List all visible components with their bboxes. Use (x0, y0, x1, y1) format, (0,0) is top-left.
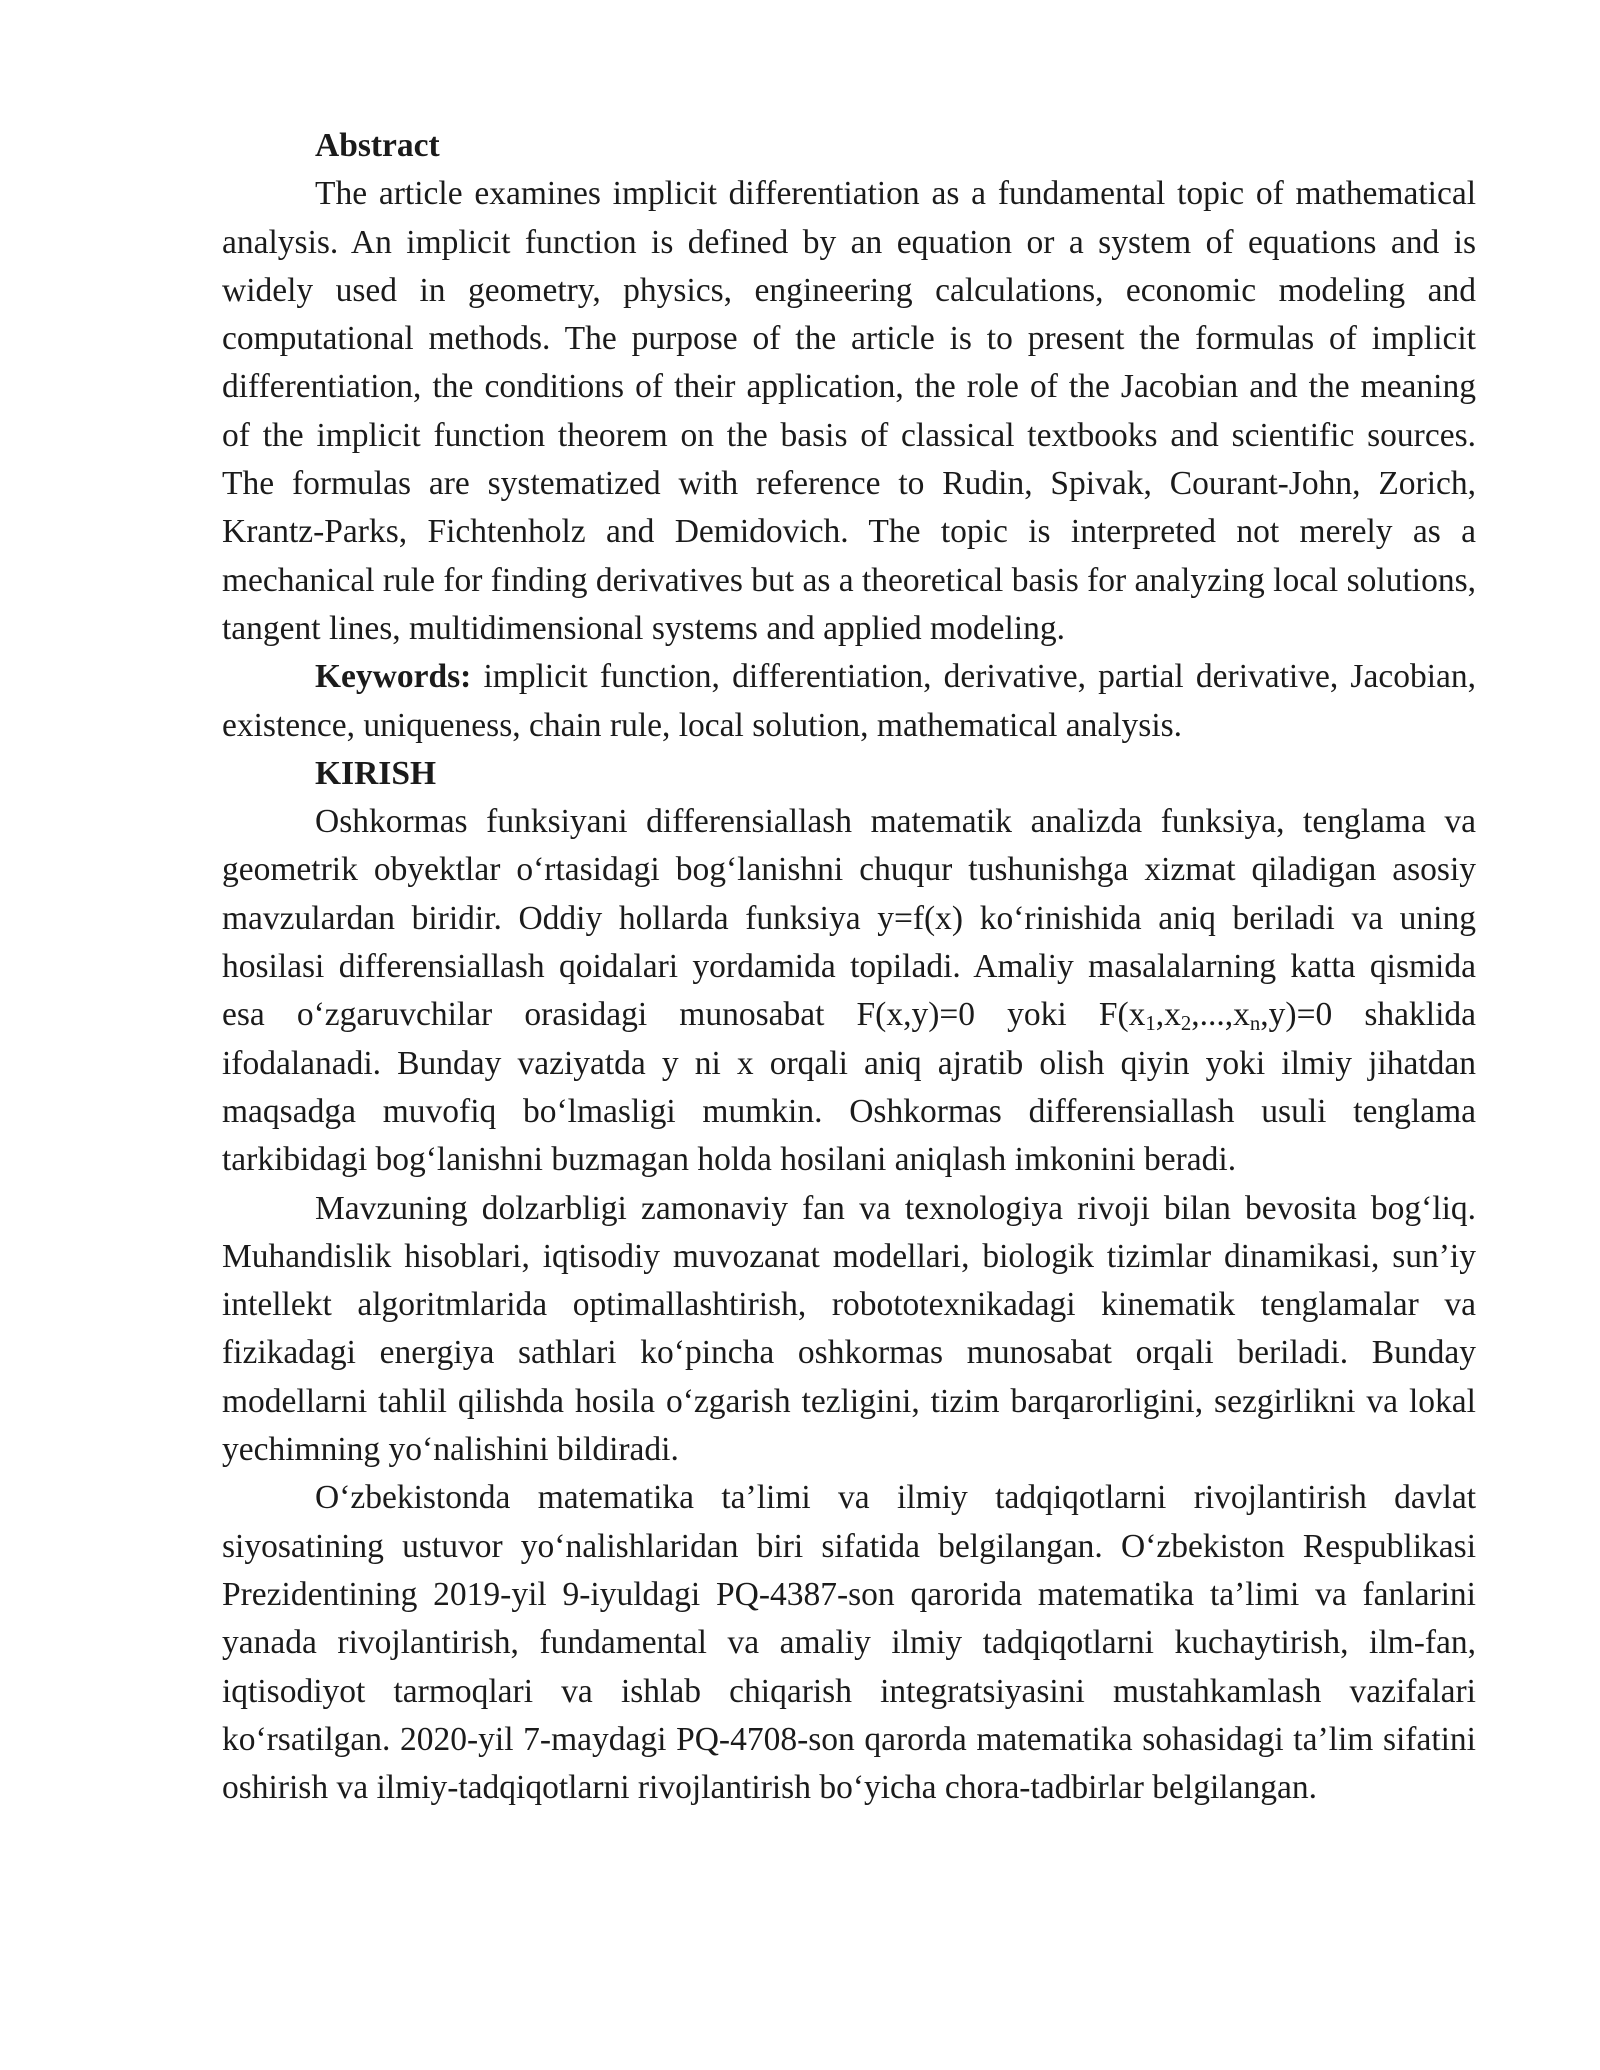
subscript-1: 1 (1145, 1012, 1156, 1036)
keywords-paragraph (222, 653, 1476, 750)
intro-heading: KIRISH (315, 754, 437, 792)
abstract-heading: Abstract (315, 127, 440, 164)
intro-paragraph-1 (222, 798, 1476, 1184)
keywords-label: Keywords: (315, 658, 472, 696)
subscript-n: n (1249, 1012, 1261, 1036)
subscript-2: 2 (1180, 1012, 1192, 1036)
intro-paragraph-3: Oʻzbekistonda matematika ta’limi va ilmiy tadqiqotlarni rivojlantirish davlat siyosatining ustuvor yoʻnalishlaridan biri sifatida belgilangan. Oʻzbekiston Respublikasi Prezidentining 2019-yil 9-iyuldagi PQ-4387-son qarorida matematika ta’limi va fanlarini yanada rivojlantirish, fundamental va amaliy ilmiy tadqiqotlarni kuchaytirish, ilm-fan, iqtisodiyot tarmoqlari va ishlab chiqarish integratsiyasini mustahkamlash vazifalari koʻrsatilgan. 2020-yil 7-maydagi PQ-4708-son qarorda matematika sohasidagi ta’lim sifatini oshirish va ilmiy-tadqiqotlarni rivojlantirish boʻyicha chora-tadbirlar belgilangan. (222, 1479, 1476, 1807)
intro-p1-sep-2: ,...,x (1191, 996, 1250, 1034)
intro-paragraph-2: Mavzuning dolzarbligi zamonaviy fan va texnologiya rivoji bilan bevosita bogʻliq. Muhandislik hisoblari, iqtisodiy muvozanat modellari, biologik tizimlar dinamikasi, sun’iy intellekt algoritmlarida optimallashtirish, robototexnikadagi kinematik tenglamalar va fizikadagi energiya sathlari koʻpincha oshkormas munosabat orqali beriladi. Bunday modellarni tahlil qilishda hosila oʻzgarish tezligini, tizim barqarorligini, sezgirlikni va lokal yechimning yoʻnalishini bildiradi. (222, 1189, 1476, 1469)
abstract-paragraph: The article examines implicit differentiation as a fundamental topic of mathematical analysis. An implicit function is defined by an equation or a system of equations and is widely used in geometry, physics, engineering calculations, economic modeling and computational methods. The purpose of the article is to present the formulas of implicit differentiation, the conditions of their application, the role of the Jacobian and the meaning of the implicit function theorem on the basis of classical textbooks and scientific sources. The formulas are systematized with reference to Rudin, Spivak, Courant-John, Zorich, Krantz-Parks, Fichtenholz and Demidovich. The topic is interpreted not merely as a mechanical rule for finding derivatives but as a theoretical basis for analyzing local solutions, tangent lines, multidimensional systems and applied modeling. (222, 175, 1476, 647)
intro-p1-sep-1: ,x (1155, 996, 1181, 1034)
intro-p1-text-a: Oshkormas funksiyani differensiallash matematik analizda funksiya, tenglama va geometrik obyektlar oʻrtasidagi bogʻlanishni chuqur tushunishga xizmat qiladigan asosiy mavzulardan biridir. Oddiy hollarda funksiya y=f(x) koʻrinishida aniq beriladi va uning hosilasi differensiallash qoidalari yordamida topiladi. Amaliy masalalarning katta qismida esa oʻzgaruvchilar orasidagi munosabat F(x,y)=0 yoki F(x (222, 803, 1476, 1034)
keywords-list: implicit function, differentiation, derivative, partial derivative, Jacobian, existence, uniqueness, chain rule, local solution, mathematical analysis. (222, 658, 1476, 744)
document-page (222, 122, 1476, 1812)
intro-p1-text-b: ,y)=0 shaklida ifodalanadi. Bunday vaziyatda y ni x orqali aniq ajratib olish qiyin yoki ilmiy jihatdan maqsadga muvofiq boʻlmasligi mumkin. Oshkormas differensiallash usuli tenglama tarkibidagi bogʻlanishni buzmagan holda hosilani aniqlash imkonini beradi. (222, 996, 1476, 1179)
